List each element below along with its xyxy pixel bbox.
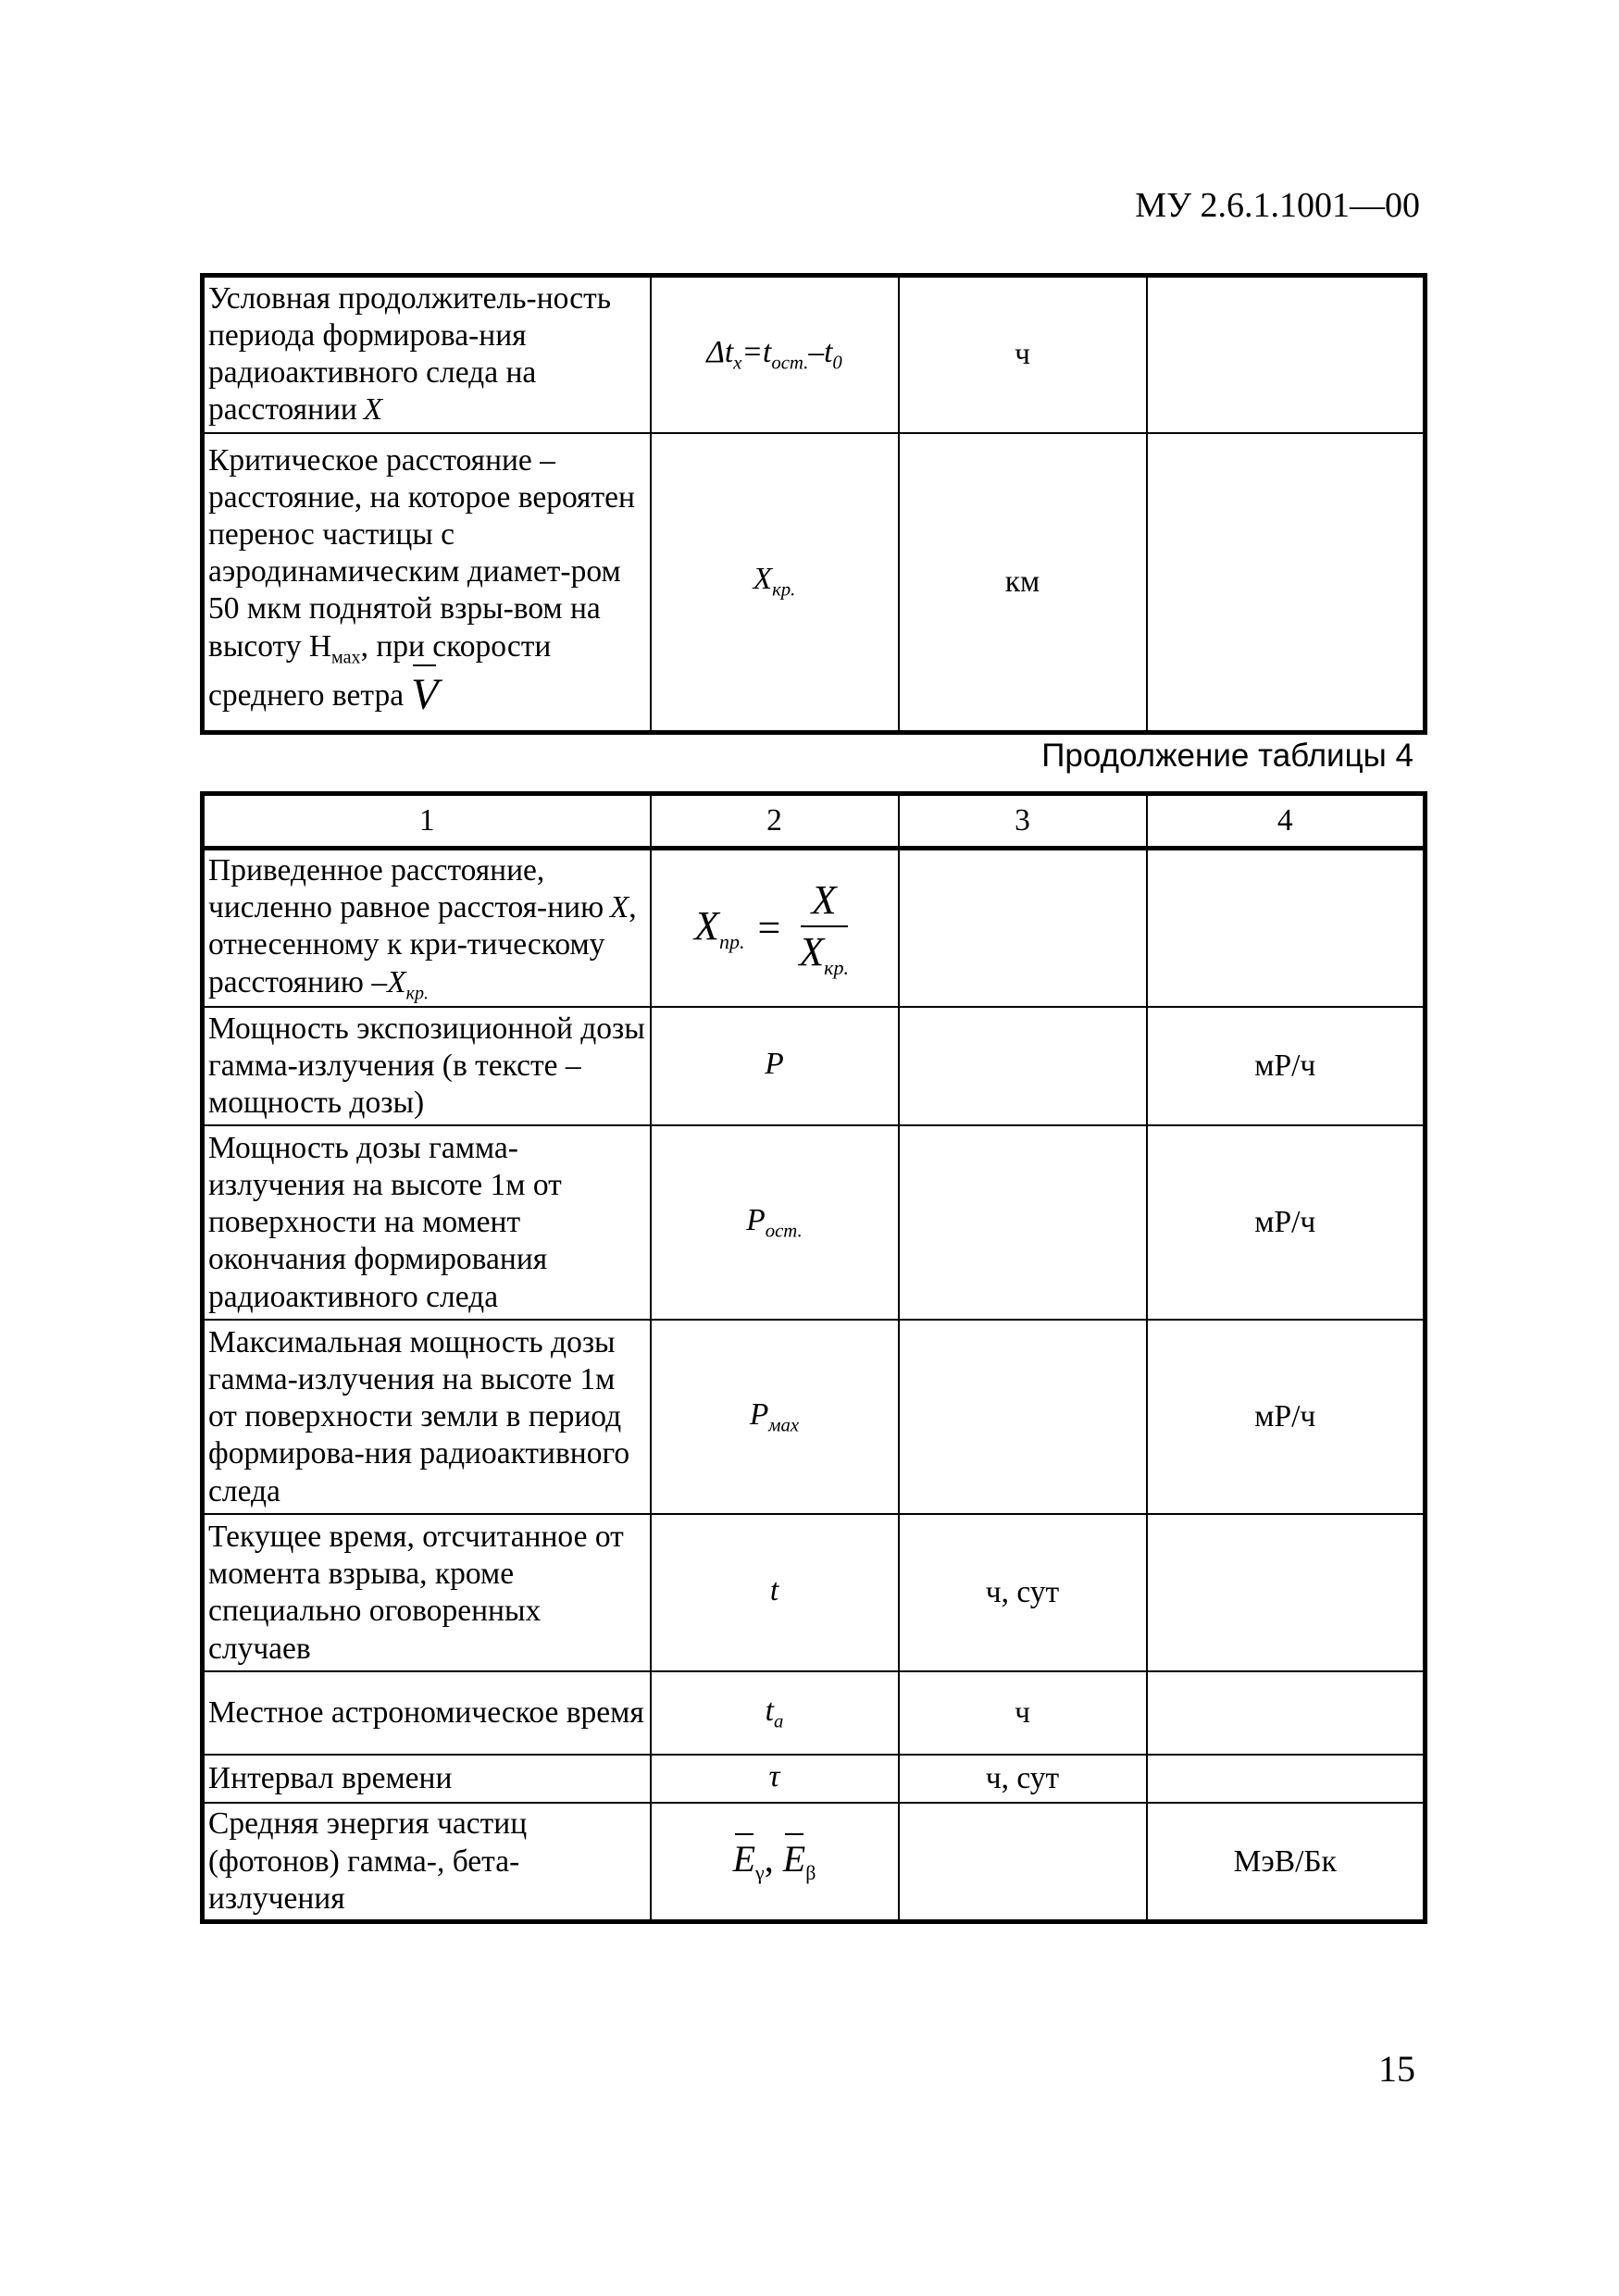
- row-col3: [899, 1320, 1147, 1514]
- column-header: 1: [203, 794, 651, 849]
- row-description: Местное астрономическое время: [203, 1671, 651, 1755]
- table-row: [203, 1671, 1426, 1755]
- row-symbol: t: [651, 1514, 899, 1671]
- table-row: [203, 1755, 1426, 1803]
- row-description: Мощность дозы гамма-излучения на высоте 1м от поверхности на момент окончания формирования радиоактивного следа: [203, 1125, 651, 1320]
- row-col3: [899, 849, 1147, 1008]
- row-symbol: $P_{ост.}$: [651, 1125, 899, 1320]
- row-description: Максимальная мощность дозы гамма-излучения на высоте 1м от поверхности земли в период формирова-ния радиоактивного следа: [203, 1320, 651, 1514]
- table-row: [203, 433, 1426, 733]
- table-header-row: [203, 794, 1426, 849]
- table-row: [203, 276, 1426, 433]
- row-symbol: $P_{мах}$: [651, 1320, 899, 1514]
- column-header: 4: [1147, 794, 1426, 849]
- row-col4: [1147, 1671, 1426, 1755]
- table-row: [203, 1320, 1426, 1514]
- row-symbol: $X_{кр.}$: [651, 433, 899, 733]
- row-description: Приведенное расстояние, численно равное расстоя-нию X, отнесенному к кри-тическому расстоянию $-X_{кр.}$: [203, 849, 651, 1008]
- table-row: [203, 1125, 1426, 1320]
- table-4-continued: [200, 791, 1427, 1924]
- row-symbol: $t_a$: [651, 1671, 899, 1755]
- row-col3: [899, 1125, 1147, 1320]
- row-description: Мощность экспозиционной дозы гамма-излучения (в тексте – мощность дозы): [203, 1007, 651, 1125]
- row-col4: [1147, 276, 1426, 433]
- row-symbol: $\Delta t_x=t_{ост.}-t_0$: [651, 276, 899, 433]
- row-symbol: τ: [651, 1755, 899, 1803]
- row-col4: мР/ч: [1147, 1320, 1426, 1514]
- row-col3: ч, сут: [899, 1755, 1147, 1803]
- row-symbol: $E_\gamma$, $E_\beta$: [651, 1803, 899, 1921]
- row-col3: км: [899, 433, 1147, 733]
- table-caption: Продолжение таблицы 4: [1041, 738, 1414, 774]
- row-col4: [1147, 433, 1426, 733]
- row-col4: [1147, 1514, 1426, 1671]
- row-col4: МэВ/Бк: [1147, 1803, 1426, 1921]
- row-symbol: P: [651, 1007, 899, 1125]
- table-row: [203, 849, 1426, 1008]
- table-continued-top: [200, 273, 1427, 735]
- column-header: 2: [651, 794, 899, 849]
- row-description: Интервал времени: [203, 1755, 651, 1803]
- row-col3: ч: [899, 276, 1147, 433]
- row-col3: [899, 1803, 1147, 1921]
- table-row: [203, 1803, 1426, 1921]
- table-row: [203, 1007, 1426, 1125]
- row-col3: ч, сут: [899, 1514, 1147, 1671]
- document-code: МУ 2.6.1.1001—00: [1135, 186, 1420, 225]
- table-row: [203, 1514, 1426, 1671]
- row-description: Критическое расстояние – расстояние, на которое вероятен перенос частицы с аэродинамическим диамет-ром 50 мкм поднятой взры-вом на высоту $Н_{мах}$, при скорости среднего ветра V: [203, 433, 651, 733]
- row-col3: ч: [899, 1671, 1147, 1755]
- row-col3: [899, 1007, 1147, 1125]
- row-description: Текущее время, отсчитанное от момента взрыва, кроме специально оговоренных случаев: [203, 1514, 651, 1671]
- column-header: 3: [899, 794, 1147, 849]
- reduced-distance-formula: $X_{пр.}$ = $\frac{X}{X_{кр.}}$: [694, 876, 849, 979]
- row-description: Средняя энергия частиц (фотонов) гамма-, бета-излучения: [203, 1803, 651, 1921]
- row-symbol: [651, 849, 899, 1008]
- page-number: 15: [1378, 2048, 1415, 2090]
- row-description: Условная продолжитель-ность периода формирова-ния радиоактивного следа на расстоянии X: [203, 276, 651, 433]
- row-col4: [1147, 1755, 1426, 1803]
- row-col4: мР/ч: [1147, 1125, 1426, 1320]
- row-col4: мР/ч: [1147, 1007, 1426, 1125]
- row-col4: [1147, 849, 1426, 1008]
